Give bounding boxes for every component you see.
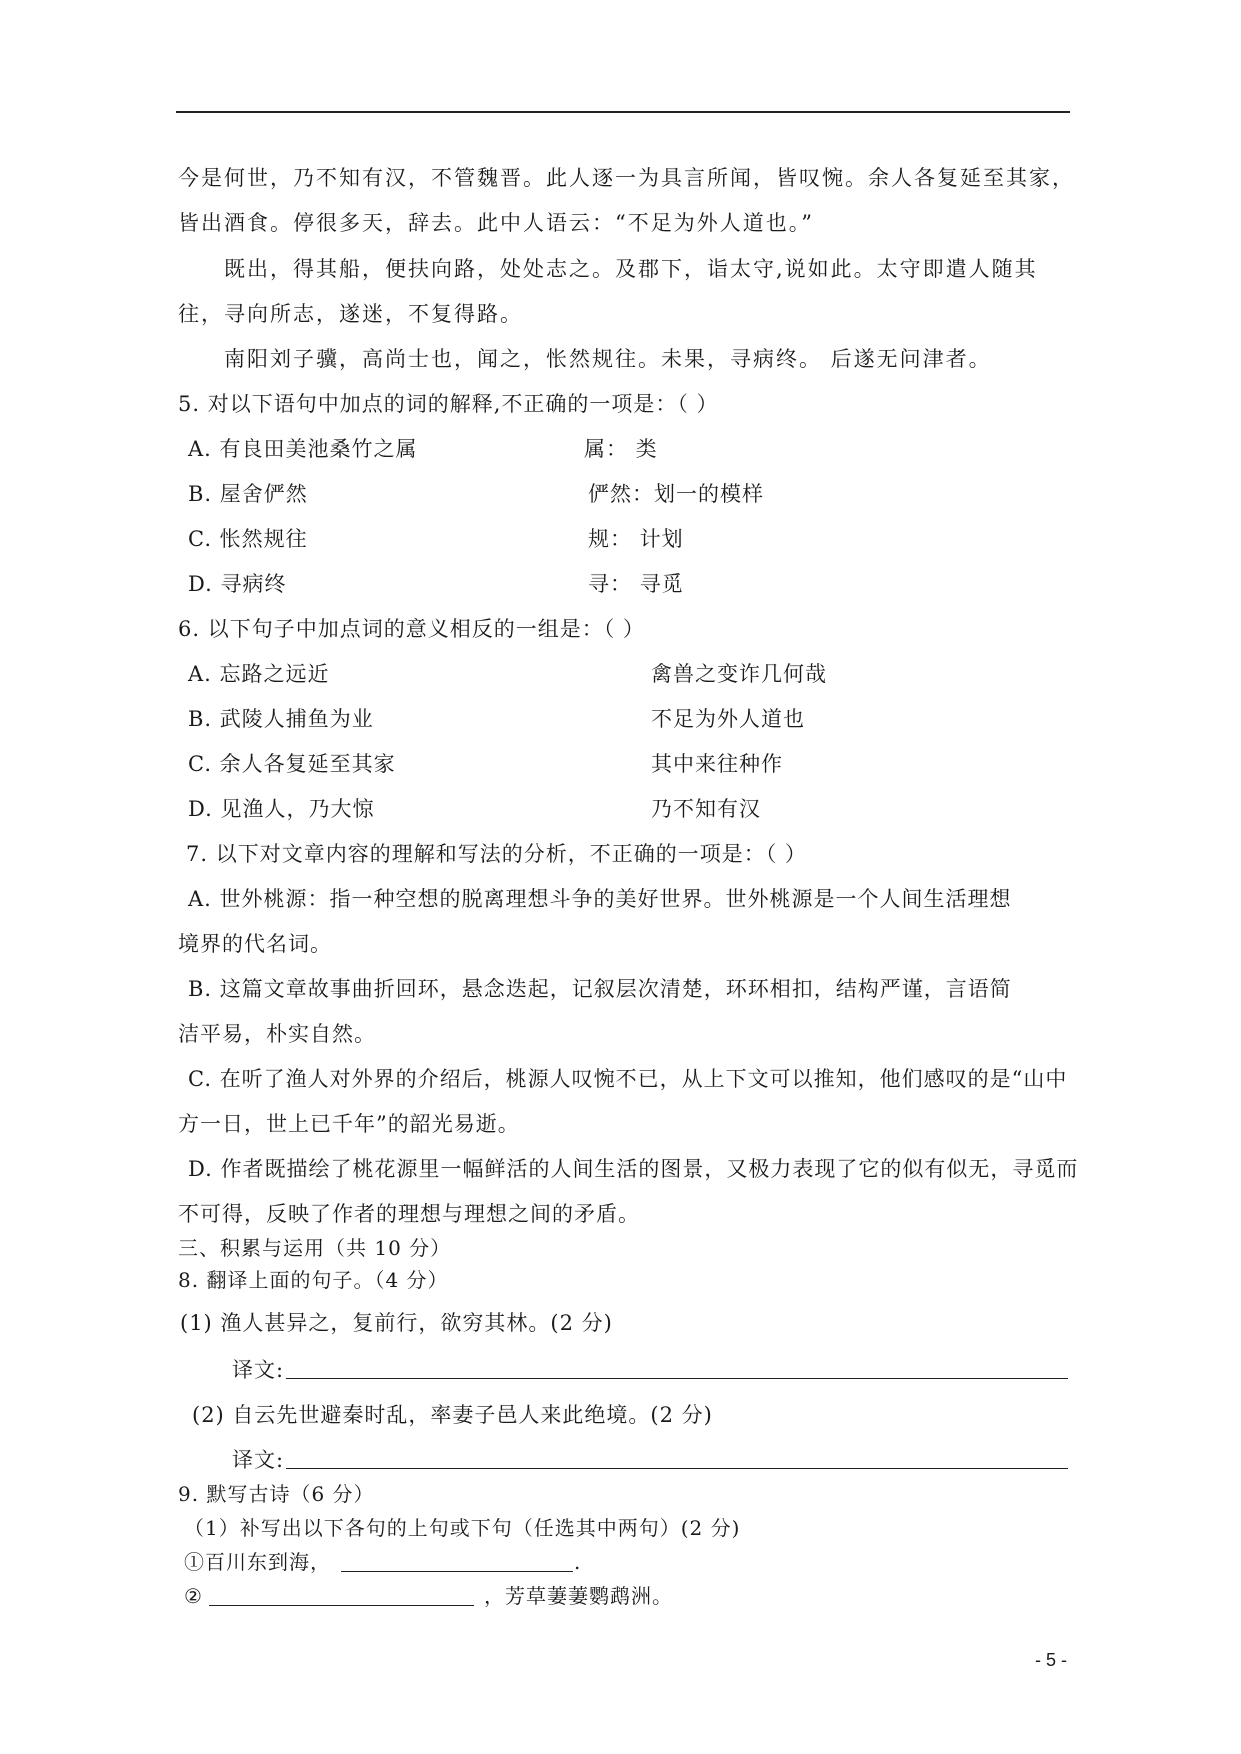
q8-sentence-1: (1) 渔人甚异之，复前行，欲穷其林。(2 分) [180,1311,613,1335]
passage-line: 南阳刘子骥，高尚士也，闻之，怅然规往。未果，寻病终。 后遂无问津者。 [224,347,992,371]
q5-option-c-gloss: 规： 计划 [588,527,684,551]
q9-subquestion-1: （1）补写出以下各句的上句或下句（任选其中两句）(2 分) [184,1516,741,1540]
question-8-stem: 8. 翻译上面的句子。（4 分） [178,1268,449,1292]
q6-option-a-right: 禽兽之变诈几何哉 [651,662,827,686]
question-9-stem: 9. 默写古诗（6 分） [178,1482,375,1506]
q8-sentence-2: (2) 自云先世避秦时乱，率妻子邑人来此绝境。(2 分) [192,1403,713,1427]
q9-item-2-prefix: ② [184,1584,203,1608]
passage-line: 皆出酒食。停很多天，辞去。此中人语云：“不足为外人道也。” [178,211,814,235]
q9-item-1-prefix: ①百川东到海， [184,1550,331,1574]
q5-option-d-gloss: 寻： 寻觅 [588,572,684,596]
q5-option-d: D. 寻病终 [188,572,287,596]
q5-option-a-gloss: 属： 类 [584,437,658,461]
q9-item-1-suffix: . [574,1550,582,1574]
q9-item-1-blank[interactable] [341,1571,573,1572]
passage-line: 既出，得其船，便扶向路，处处志之。及郡下，诣太守,说如此。太守即遣人随其 [224,257,1038,281]
q7-option-a-line: 境界的代名词。 [178,932,332,956]
q8-answer-line-1[interactable] [286,1378,1068,1379]
q6-option-d: D. 见渔人，乃大惊 [188,797,375,821]
q6-option-c-right: 其中来往种作 [651,752,783,776]
q7-option-c-line: 方一日，世上已千年”的韶光易逝。 [178,1112,520,1136]
q5-option-a: A. 有良田美池桑竹之属 [188,437,418,461]
question-6-stem: 6. 以下句子中加点词的意义相反的一组是：（ ） [178,617,645,641]
q5-option-b: B. 屋舍俨然 [188,482,308,506]
q5-option-c: C. 怅然规往 [188,527,308,551]
q6-option-a: A. 忘路之远近 [188,662,330,686]
section-heading: 三、积累与运用（共 10 分） [178,1236,452,1260]
q7-option-d-line: 不可得，反映了作者的理想与理想之间的矛盾。 [178,1202,640,1226]
q7-option-b-line: B. 这篇文章故事曲折回环，悬念迭起，记叙层次清楚，环环相扣，结构严谨，言语简 [188,977,1012,1001]
q7-option-b-line: 洁平易，朴实自然。 [178,1022,376,1046]
q8-answer-line-2[interactable] [286,1468,1068,1469]
q7-option-d-line: D. 作者既描绘了桃花源里一幅鲜活的人间生活的图景，又极力表现了它的似有似无，寻觅而 [188,1157,1079,1181]
q7-option-a-line: A. 世外桃源：指一种空想的脱离理想斗争的美好世界。世外桃源是一个人间生活理想 [188,887,1012,911]
page-number: - 5 - [1035,1650,1068,1670]
q6-option-b: B. 武陵人捕鱼为业 [188,707,374,731]
header-rule [176,111,1070,113]
q7-option-c-line: C. 在听了渔人对外界的介绍后，桃源人叹惋不已，从上下文可以推知，他们感叹的是“山中 [188,1067,1068,1091]
q6-option-c: C. 余人各复延至其家 [188,752,396,776]
q8-answer-label-2: 译文: [232,1448,285,1472]
question-7-stem: 7. 以下对文章内容的理解和写法的分析，不正确的一项是：（ ） [186,842,807,866]
q6-option-b-right: 不足为外人道也 [651,707,805,731]
q9-item-2-suffix: ，芳草萋萋鹦鹉洲。 [484,1584,673,1608]
q6-option-d-right: 乃不知有汉 [651,797,761,821]
passage-line: 往，寻向所志，遂迷，不复得路。 [178,302,523,326]
q5-option-b-gloss: 俨然：划一的模样 [588,482,764,506]
question-5-stem: 5. 对以下语句中加点的词的解释,不正确的一项是：（ ） [178,392,719,416]
passage-line: 今是何世，乃不知有汉，不管魏晋。此人逐一为具言所闻，皆叹惋。余人各复延至其家， [178,166,1075,190]
q8-answer-label-1: 译文: [232,1358,285,1382]
q9-item-2-blank[interactable] [209,1605,474,1606]
